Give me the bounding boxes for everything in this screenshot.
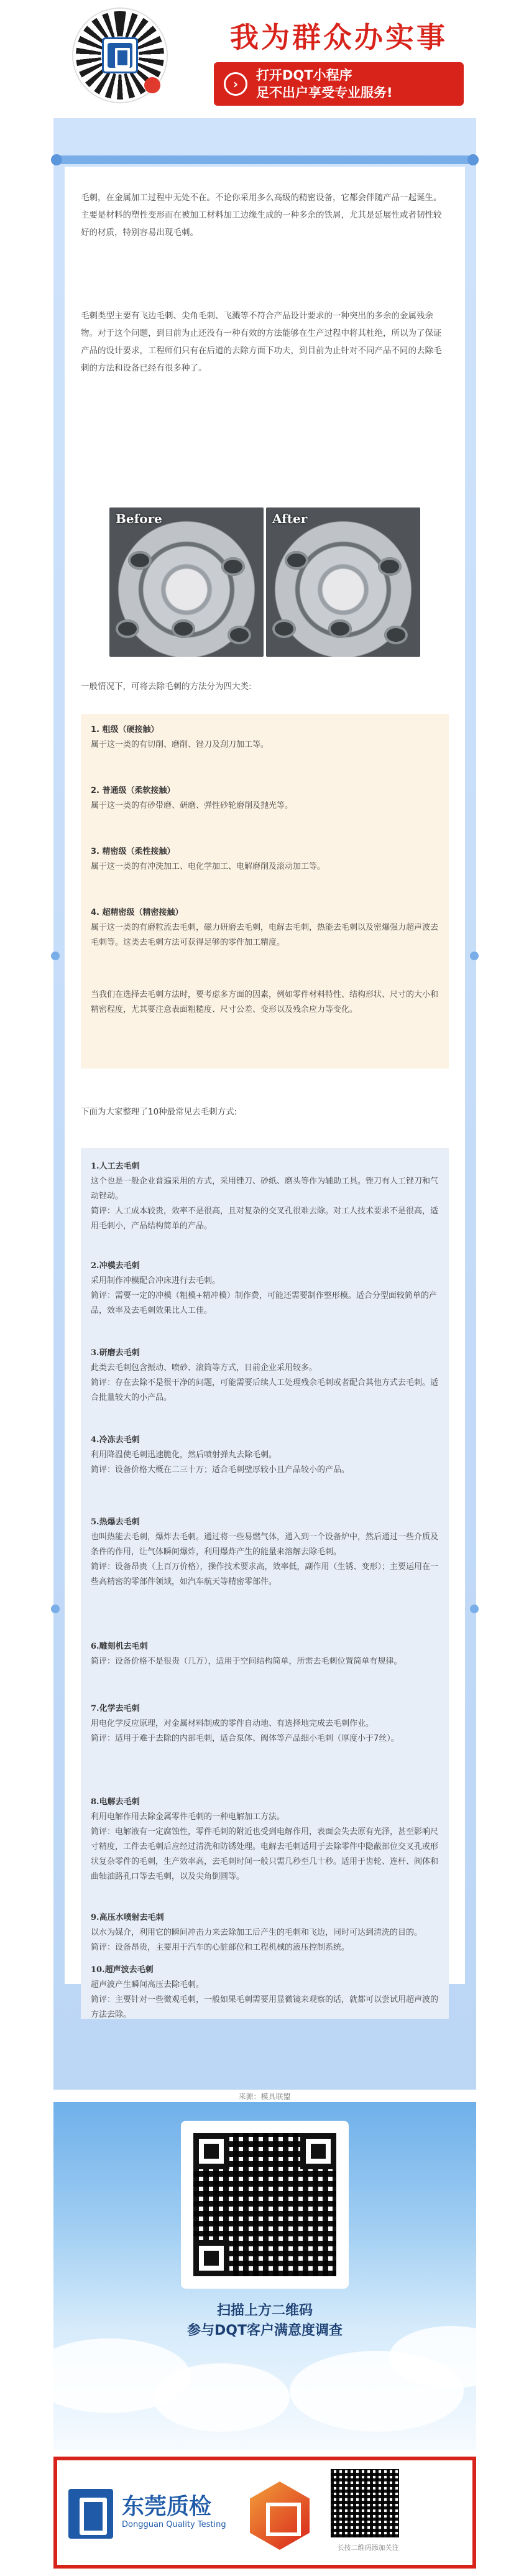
level-body: 属于这一类的有冲洗加工、电化学加工、电解磨削及滚动加工等。	[91, 862, 326, 871]
header-banner	[0, 0, 529, 118]
method-review: 简评：主要针对一些微观毛刺，一般如果毛刺需要用显微镜来观察的话，就都可以尝试用超声波的方法去除。	[91, 1995, 439, 2019]
article-card	[65, 167, 465, 2019]
level-item	[91, 906, 439, 950]
frame-side-dot	[470, 1605, 479, 1613]
categories-intro: 一般情况下，可将去除毛刺的方法分为四大类:	[81, 682, 252, 692]
method-review: 简评：电解液有一定腐蚀性，零件毛刺的附近也受到电解作用，表面会失去原有光泽，甚至影响尺寸精度，工件去毛刺后应经过清洗和防锈处理。电解去毛刺适用于去除零件中隐蔽部位交叉孔或形状复杂零件的毛刺，生产效率高，去毛刺时间一般只需几秒至几十秒。适用于齿轮、连杆、阀体和曲轴油路孔口等去毛刺，以及尖角倒圆等。	[91, 1827, 439, 1881]
mini-program-qr-code[interactable]	[73, 9, 167, 102]
before-after-photo	[109, 507, 420, 657]
method-item	[91, 1346, 439, 1406]
method-title: 2.冲模去毛刺	[91, 1261, 140, 1271]
method-item	[91, 1639, 439, 1669]
brand-name-en: Dongguan Quality Testing	[122, 2520, 226, 2529]
deburring-levels-box	[81, 714, 449, 1068]
cta-line-1: 打开DQT小程序	[256, 68, 352, 83]
method-body: 用电化学反应原理，对金属材料制成的零件自动地、有选择地完成去毛刺作业。	[91, 1719, 374, 1728]
badge-icon	[144, 77, 160, 93]
survey-section	[53, 2102, 476, 2450]
method-title: 1.人工去毛刺	[91, 1162, 140, 1171]
article-source: 来源：模具联盟	[238, 2092, 291, 2101]
intro-paragraph-2: 毛刺类型主要有飞边毛刺、尖角毛刺、飞溅等不符合产品设计要求的一种突出的多余的金属残余物。对于这个问题，到目前为止还没有一种有效的方法能够在生产过程中将其杜绝，所以为了保证产品的设计要求，工程师们只有在后道的去除方面下功夫，到目前为止针对不同产品不同的去除毛刺的方法和设备已经有很多种了。	[81, 311, 442, 373]
method-review: 简评：设备价格大概在二三十万；适合毛刺壁厚较小且产品较小的产品。	[91, 1465, 350, 1475]
method-item	[91, 1963, 439, 2022]
method-body: 采用制作冲模配合冲床进行去毛刺。	[91, 1276, 221, 1286]
dqt-logo-icon	[102, 37, 138, 73]
intro-paragraph-1: 毛刺，在金属加工过程中无处不在。不论你采用多么高级的精密设备，它都会伴随产品一起诞生。主要是材料的塑性变形而在被加工材料加工边缘生成的一种多余的铁屑，尤其是延展性或者韧性较好的材质，特别容易出现毛刺。	[81, 193, 442, 238]
method-item	[91, 1159, 439, 1234]
methods-intro: 下面为大家整理了10种最常见去毛刺方式:	[81, 1107, 237, 1117]
frame-side-dot	[470, 952, 479, 960]
frame-top-bar	[53, 155, 476, 164]
method-title: 4.冷冻去毛刺	[91, 1435, 140, 1445]
frame-side-dot	[51, 1605, 60, 1613]
method-title: 10.超声波去毛刺	[91, 1965, 154, 1975]
survey-caption-line-1: 扫描上方二维码	[216, 2303, 313, 2319]
follow-qr-caption: 长按二维码添加关注	[337, 2544, 399, 2552]
survey-caption-line-2: 参与DQT客户满意度调查	[187, 2323, 343, 2338]
level-body: 属于这一类的有磨粒流去毛刺，磁力研磨去毛刺，电解去毛刺，热能去毛刺以及密爆强力超声波去毛刺等。这类去毛刺方法可获得足够的零件加工精度。	[91, 923, 439, 947]
method-body: 利用电解作用去除金属零件毛刺的一种电解加工方法。	[91, 1812, 285, 1822]
footer-brand-card	[53, 2457, 476, 2569]
before-label: Before	[116, 511, 162, 526]
method-item	[91, 1433, 439, 1478]
level-title: 2. 普通级（柔软接触）	[91, 786, 175, 795]
method-body: 此类去毛刺包含振动、喷砂、滚筒等方式，目前企业采用较多。	[91, 1363, 318, 1373]
before-photo	[109, 507, 264, 657]
open-mini-program-button[interactable]	[214, 62, 464, 106]
method-title: 9.高压水喷射去毛刺	[91, 1913, 164, 1922]
frame-side-dot	[51, 952, 60, 960]
survey-qr-code[interactable]	[181, 2121, 349, 2289]
method-title: 8.电解去毛刺	[91, 1797, 140, 1807]
level-item	[91, 845, 439, 874]
method-item	[91, 1702, 439, 1746]
method-review: 简评：设备昂贵（上百万价格），操作技术要求高，效率低，副作用（生锈、变形）；主要运用在一些高精密的零部件领域，如汽车航天等精密零部件。	[91, 1562, 439, 1587]
after-label: After	[272, 511, 308, 526]
follow-qr-code[interactable]	[331, 2469, 399, 2537]
level-item	[91, 784, 439, 813]
level-body: 属于这一类的有切削、磨削、锉刀及刮刀加工等。	[91, 740, 269, 749]
level-item	[91, 723, 439, 753]
brand-name: 东莞质检	[122, 2494, 212, 2519]
method-body: 这个也是一般企业普遍采用的方式，采用锉刀、砂纸、磨头等作为辅助工具。锉刀有人工锉刀和气动锉动。	[91, 1177, 439, 1201]
deburring-methods-box	[81, 1148, 449, 2019]
level-title: 4. 超精密级（精密接触）	[91, 908, 183, 917]
method-review: 简评：设备价格不是很贵（几万），适用于空间结构简单，所需去毛刺位置简单有规律。	[91, 1657, 402, 1666]
method-review: 简评：需要一定的冲模（粗模+精冲模）制作费，可能还需要制作整形模。适合分型面较简单的产品，效率及去毛刺效果比人工佳。	[91, 1291, 437, 1315]
method-body: 利用降温使毛刺迅速脆化，然后喷射弹丸去除毛刺。	[91, 1450, 277, 1460]
levels-note: 当我们在选择去毛刺方法时，要考虑多方面的因素，例如零件材料特性、结构形状、尺寸的大小和精密程度，尤其要注意表面粗糙度、尺寸公差、变形以及残余应力等变化。	[91, 990, 439, 1014]
method-review: 简评：存在去除不是很干净的问题，可能需要后续人工处理残余毛刺或者配合其他方式去毛刺。适合批量较大的小产品。	[91, 1378, 439, 1402]
article-frame	[53, 118, 476, 2090]
method-body: 以水为媒介，利用它的瞬间冲击力来去除加工后产生的毛刺和飞边，同时可达到清洗的目的。	[91, 1928, 423, 1937]
cta-line-2: 足不出户享受专业服务!	[256, 85, 393, 100]
method-body: 超声波产生瞬间高压去除毛刺。	[91, 1980, 205, 1990]
method-title: 3.研磨去毛刺	[91, 1348, 140, 1358]
header-slogan: 我为群众办实事	[230, 21, 448, 54]
level-title: 3. 精密级（柔性接触）	[91, 847, 175, 856]
level-body: 属于这一类的有砂带磨、研磨、弹性砂轮磨削及抛光等。	[91, 801, 293, 810]
method-title: 5.热爆去毛刺	[91, 1517, 140, 1527]
method-item	[91, 1259, 439, 1318]
method-title: 7.化学去毛刺	[91, 1704, 140, 1713]
method-item	[91, 1795, 439, 1884]
method-item	[91, 1911, 439, 1955]
emblem-icon	[250, 2481, 310, 2550]
after-photo	[266, 507, 420, 657]
method-review: 简评：设备昂贵，主要用于汽车的心脏部位和工程机械的液压控制系统。	[91, 1943, 350, 1952]
method-title: 6.雕刻机去毛刺	[91, 1642, 148, 1651]
survey-caption	[53, 2301, 476, 2341]
method-review: 简评：适用于难于去除的内部毛刺，适合泵体、阀体等产品细小毛刺（厚度小于7丝）。	[91, 1734, 399, 1743]
arrow-right-circle-icon: ›	[224, 72, 247, 96]
method-body: 也叫热能去毛刺，爆炸去毛刺。通过将一些易燃气体，通入到一个设备炉中，然后通过一些介质及条件的作用，让气体瞬间爆炸，利用爆炸产生的能量来溶解去除毛刺。	[91, 1532, 439, 1557]
method-item	[91, 1515, 439, 1590]
dqt-logo-icon	[68, 2489, 113, 2539]
level-title: 1. 粗级（硬接触）	[91, 725, 159, 734]
method-review: 简评：人工成本较贵，效率不是很高，且对复杂的交叉孔很难去除。对工人技术要求不是很高，适用毛刺小，产品结构简单的产品。	[91, 1207, 439, 1231]
